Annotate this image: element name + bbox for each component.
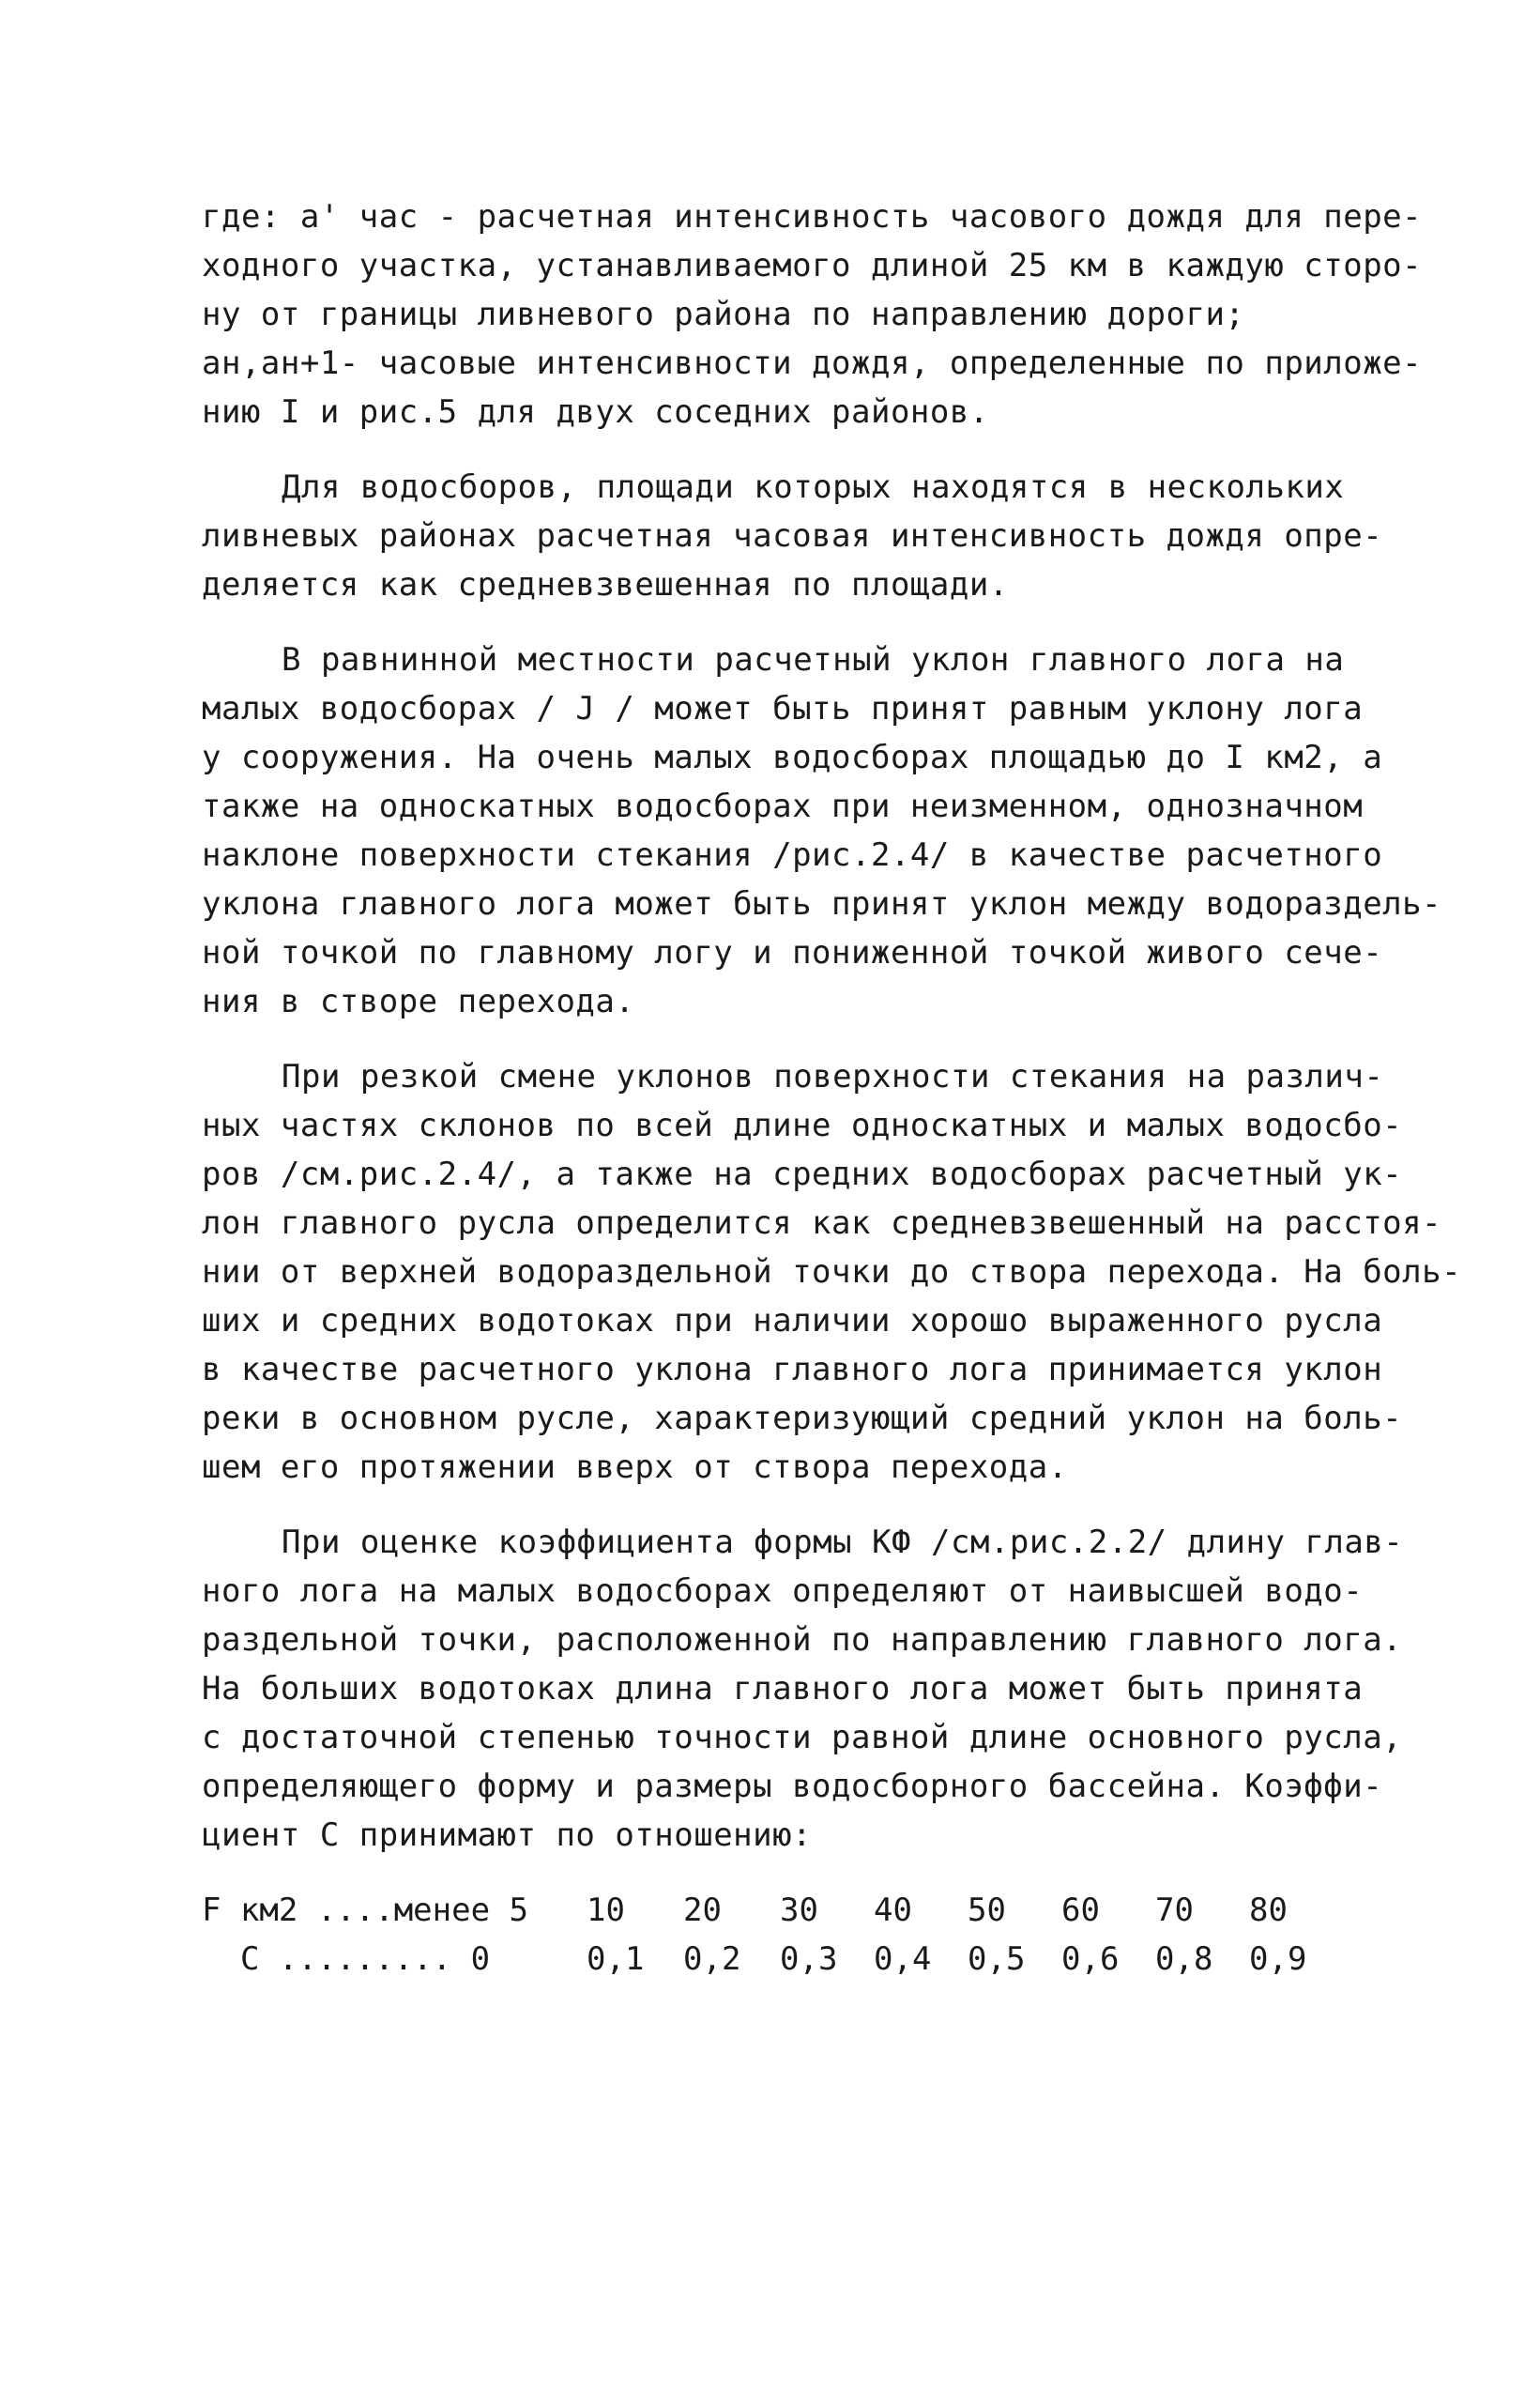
text-line: При резкой смене уклонов поверхности стекания на различ- bbox=[282, 1058, 1384, 1095]
text-line: На больших водотоках длина главного лога может быть принята bbox=[202, 1670, 1364, 1708]
table-cell: 0,8 bbox=[1155, 1940, 1213, 1978]
table-cell: 0,5 bbox=[968, 1940, 1026, 1978]
text-line: ных частях склонов по всей длине односкатных и малых водосбо- bbox=[202, 1107, 1403, 1144]
text-line: ного лога на малых водосборах определяют от наивысшей водо- bbox=[202, 1572, 1364, 1610]
row-label: F км2 ....менее 5 bbox=[202, 1892, 528, 1929]
table-cell: 80 bbox=[1249, 1892, 1288, 1929]
text-line: ния в створе перехода. bbox=[202, 983, 635, 1020]
table-cell: 60 bbox=[1061, 1892, 1100, 1929]
table-cell: 0,6 bbox=[1061, 1940, 1120, 1978]
text-line: Для водосборов, площади которых находятся в нескольких bbox=[282, 468, 1345, 506]
text-line: ших и средних водотоках при наличии хорошо выраженного русла bbox=[202, 1302, 1383, 1340]
table-cell: 50 bbox=[968, 1892, 1006, 1929]
text-line: ходного участка, устанавливаемого длиной 25 км в каждую сторо- bbox=[202, 247, 1423, 284]
text-line: aн,aн+1- часовые интенсивности дождя, определенные по приложе- bbox=[202, 345, 1423, 382]
table-cell: 0,3 bbox=[780, 1940, 838, 1978]
text-line: нии от верхней водораздельной точки до створа перехода. На боль- bbox=[202, 1253, 1462, 1291]
text-line: При оценке коэффициента формы КФ /см.рис.2.2/ длину глав- bbox=[282, 1524, 1404, 1561]
text-line: шем его протяжении вверх от створа перехода. bbox=[202, 1448, 1068, 1486]
table-row bbox=[202, 1886, 1422, 1935]
text-line: циент С принимают по отношению: bbox=[202, 1816, 813, 1854]
text-line: ну от границы ливневого района по направлению дороги; bbox=[202, 296, 1245, 333]
table-cell: 0,2 bbox=[683, 1940, 741, 1978]
text-line: где: a' час - расчетная интенсивность часового дождя для пере- bbox=[202, 198, 1423, 236]
table-cell: 10 bbox=[587, 1892, 625, 1929]
text-line: нию I и рис.5 для двух соседних районов. bbox=[202, 393, 989, 431]
text-line: В равнинной местности расчетный уклон главного лога на bbox=[282, 641, 1345, 679]
document-body bbox=[202, 192, 1462, 1984]
text-line: также на односкатных водосборах при неизменном, однозначном bbox=[202, 788, 1364, 825]
text-line: ной точкой по главному логу и пониженной точкой живого сече- bbox=[202, 934, 1383, 972]
text-line: лон главного русла определится как средневзвешенный на расстоя- bbox=[202, 1204, 1442, 1242]
text-line: ров /см.рис.2.4/, а также на средних водосборах расчетный ук- bbox=[202, 1156, 1403, 1193]
paragraph-shape-coefficient bbox=[202, 1518, 1422, 1860]
text-line: у сооружения. На очень малых водосборах площадью до I км2, а bbox=[202, 739, 1383, 776]
paragraph-area-weighted bbox=[202, 463, 1422, 609]
text-line: наклоне поверхности стекания /рис.2.4/ в качестве расчетного bbox=[202, 836, 1383, 874]
table-cell: 20 bbox=[683, 1892, 722, 1929]
paragraph-slope-plain bbox=[202, 636, 1442, 1026]
table-cell: 0,1 bbox=[587, 1940, 645, 1978]
text-line: в качестве расчетного уклона главного лога принимается уклон bbox=[202, 1351, 1383, 1388]
text-line: малых водосборах / J / может быть принят равным уклону лога bbox=[202, 690, 1364, 728]
text-line: раздельной точки, расположенной по направлению главного лога. bbox=[202, 1621, 1403, 1659]
table-cell: 30 bbox=[780, 1892, 818, 1929]
definition-block bbox=[202, 192, 1422, 437]
text-line: ливневых районах расчетная часовая интенсивность дождя опре- bbox=[202, 517, 1383, 555]
table-cell: 0,9 bbox=[1249, 1940, 1307, 1978]
text-line: с достаточной степенью точности равной длине основного русла, bbox=[202, 1719, 1403, 1756]
text-line: уклона главного лога может быть принят уклон между водораздель- bbox=[202, 885, 1442, 923]
table-row bbox=[202, 1935, 1422, 1984]
text-line: определяющего форму и размеры водосборного бассейна. Коэффи- bbox=[202, 1768, 1383, 1805]
table-cell: 40 bbox=[874, 1892, 912, 1929]
row-label: С ......... 0 bbox=[202, 1940, 491, 1978]
coefficient-table bbox=[202, 1886, 1422, 1984]
text-line: деляется как средневзвешенная по площади. bbox=[202, 566, 1009, 604]
text-line: реки в основном русле, характеризующий средний уклон на боль- bbox=[202, 1400, 1403, 1437]
table-cell: 0,4 bbox=[874, 1940, 932, 1978]
table-cell: 70 bbox=[1155, 1892, 1194, 1929]
paragraph-slope-change bbox=[202, 1052, 1462, 1492]
